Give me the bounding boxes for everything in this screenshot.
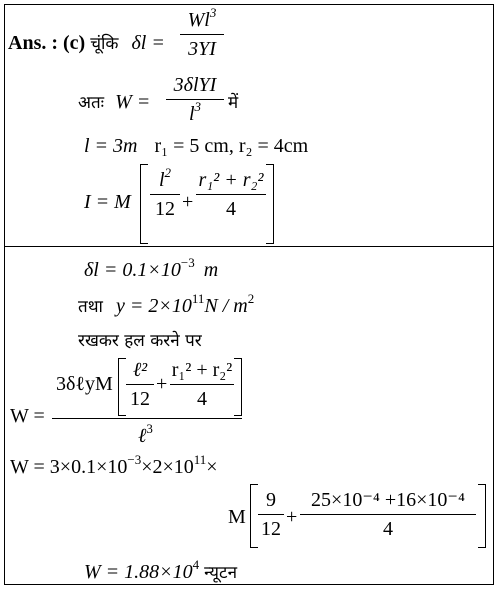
- eq2-numerator: 3δlYI: [173, 74, 217, 96]
- answer-label: Ans. : (c): [8, 32, 86, 54]
- eq2-line: [78, 90, 150, 115]
- result-line: [84, 557, 238, 585]
- eq2-lhs: W =: [115, 91, 151, 113]
- w-formula-f2-denominator: 4: [197, 388, 207, 410]
- eq3-lhs: I = M: [84, 191, 131, 213]
- w-sub-f1-denominator: 12: [261, 518, 281, 540]
- intro-word: चूंकि: [90, 34, 119, 54]
- w-sub-text: W = 3×0.1×10: [10, 456, 128, 478]
- mein-word-line: [228, 90, 238, 115]
- tatha-word: तथा: [78, 297, 103, 317]
- result-unit: न्यूटन: [204, 563, 238, 583]
- y-unit-exponent: 2: [247, 291, 255, 306]
- given-length: l = 3m: [84, 135, 138, 157]
- delta-l-unit: m: [203, 259, 219, 281]
- eq3-f1-exponent: 2: [164, 165, 172, 180]
- eq3-right-bracket: [266, 164, 274, 244]
- w-sub-m: M: [228, 506, 246, 528]
- atah-word: अतः: [78, 93, 105, 113]
- substitute-line: [78, 328, 202, 353]
- w-sub-end: ×: [206, 456, 218, 478]
- w-formula-left-bracket: [118, 358, 126, 416]
- w-sub-right-bracket: [478, 484, 486, 548]
- eq3-f1-numerator: l: [158, 169, 165, 191]
- given-radii: r₁ = 5 cm, r₂ = 4cm: [154, 135, 309, 157]
- section-divider: [4, 246, 494, 247]
- w-formula-right-bracket: [234, 358, 242, 416]
- eq1-fraction: [180, 5, 224, 61]
- y-text: y = 2×10: [115, 295, 192, 317]
- w-formula-den-exponent: 3: [146, 421, 153, 436]
- eq3-left-bracket: [140, 164, 148, 244]
- w-formula-f1-denominator: 12: [130, 388, 150, 410]
- eq3-line: [84, 190, 131, 214]
- delta-l-exponent: −3: [180, 255, 195, 270]
- answer-intro: [8, 31, 165, 56]
- w-sub-fraction-2: [300, 488, 476, 541]
- delta-l-text: δl = 0.1×10: [84, 259, 181, 281]
- eq2-fraction: [166, 73, 224, 126]
- w-sub-f2-denominator: 4: [383, 518, 393, 540]
- eq1-num-exponent: 3: [209, 5, 217, 20]
- eq3-fraction-2: [196, 168, 266, 221]
- w-formula-f1-numerator: ℓ²: [132, 359, 148, 381]
- w-sub-exp-1: −3: [127, 452, 142, 467]
- y-line: [78, 291, 255, 319]
- w-sub-left-bracket: [250, 484, 258, 548]
- w-formula-fraction-1: [126, 358, 154, 411]
- delta-l-line: [84, 255, 219, 282]
- substitute-text: रखकर हल करने पर: [78, 331, 202, 351]
- w-sub-exp-2: 11: [193, 452, 207, 467]
- mein-word: में: [228, 93, 239, 113]
- w-sub-plus: +: [286, 506, 298, 528]
- eq3-plus: +: [182, 191, 194, 213]
- eq3-f1-denominator: 12: [155, 198, 175, 220]
- eq3-f2-denominator: 4: [226, 198, 236, 220]
- w-formula-main-bar: [52, 418, 242, 419]
- w-sub-f1-numerator: 9: [266, 489, 276, 511]
- w-formula-den: ℓ: [138, 425, 147, 447]
- w-formula-denominator: [138, 421, 153, 448]
- y-unit: N / m: [204, 295, 248, 317]
- result-exponent: 4: [192, 557, 200, 572]
- eq3-f2-numerator: r₁² + r₂²: [198, 169, 264, 191]
- w-formula-num-pre: 3δℓyM: [56, 373, 113, 395]
- eq1-lhs: δl =: [131, 32, 165, 54]
- w-sub-mid: ×2×10: [141, 456, 194, 478]
- w-sub-fraction-1: [258, 488, 284, 541]
- eq3-fraction-1: [150, 165, 180, 221]
- w-formula-f2-numerator: r₁² + r₂²: [171, 359, 233, 381]
- w-substitution-line-1: [10, 452, 218, 479]
- result-text: W = 1.88×10: [84, 561, 193, 583]
- eq2-denominator: l: [188, 103, 195, 125]
- w-sub-f2-numerator: 25×10⁻⁴ +16×10⁻⁴: [311, 489, 465, 511]
- eq1-numerator: Wl: [187, 9, 210, 31]
- w-formula-lhs: W =: [10, 405, 45, 427]
- given-values: [84, 134, 308, 158]
- eq2-den-exponent: 3: [194, 99, 202, 114]
- eq1-denominator: 3YI: [188, 38, 216, 60]
- w-formula-fraction-2: [170, 358, 234, 411]
- w-formula-plus: +: [156, 373, 168, 395]
- y-exponent: 11: [191, 291, 205, 306]
